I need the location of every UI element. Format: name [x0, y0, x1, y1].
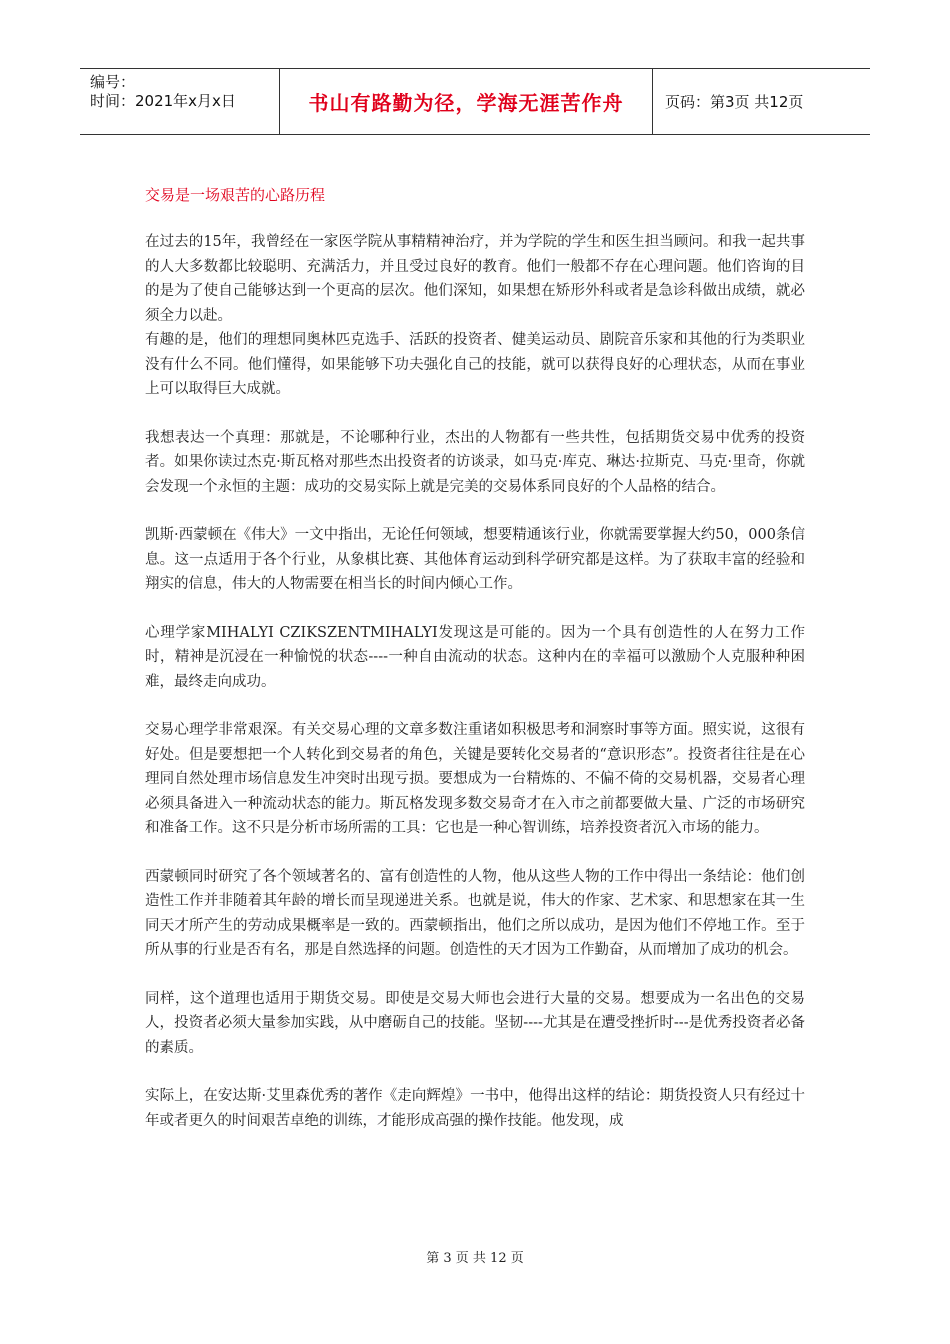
document-number-label: 编号： [90, 73, 136, 91]
paragraph: 心理学家MIHALYI CZIKSZENTMIHALYI发现这是可能的。因为一个具有创造性的人在努力工作时，精神是沉浸在一种愉悦的状态----一种自由流动的状态。这种内在的幸福可以激励个人克服种种困难，最终走向成功。 [145, 624, 805, 690]
paragraph: 交易心理学非常艰深。有关交易心理的文章多数注重诸如积极思考和洞察时事等方面。照实说，这很有好处。但是要想把一个人转化到交易者的角色，关键是要转化交易者的“意识形态”。投资者往往是在心理同自然处理市场信息发生冲突时出现亏损。要想成为一台精炼的、不偏不倚的交易机器，交易者心理必须具备进入一种流动状态的能力。斯瓦格发现多数交易奇才在入市之前都要做大量、广泛的市场研究和准备工作。这不只是分析市场所需的工具：它也是一种心智训练，培养投资者沉入市场的能力。 [145, 722, 805, 836]
header-motto: 书山有路勤为径，学海无涯苦作舟 [280, 69, 653, 134]
header-meta [80, 69, 280, 134]
paragraph: 实际上，在安达斯·艾里森优秀的著作《走向辉煌》一书中，他得出这样的结论：期货投资人只有经过十年或者更久的时间艰苦卓绝的训练，才能形成高强的操作技能。他发现，成 [145, 1088, 805, 1129]
paragraph: 西蒙顿同时研究了各个领域著名的、富有创造性的人物，他从这些人物的工作中得出一条结论：他们创造性工作并非随着其年龄的增长而呈现递进关系。也就是说，伟大的作家、艺术家、和思想家在其一生同天才所产生的劳动成果概率是一致的。西蒙顿指出，他们之所以成功，是因为他们不停地工作。至于所从事的行业是否有名，那是自然选择的问题。创造性的天才因为工作勤奋，从而增加了成功的机会。 [145, 868, 805, 958]
page-header [80, 68, 870, 135]
document-time-label: 时间：2021年x月x日 [90, 92, 236, 110]
article-title: 交易是一场艰苦的心路历程 [145, 186, 326, 204]
paragraph: 同样，这个道理也适用于期货交易。即使是交易大师也会进行大量的交易。想要成为一名出色的交易人，投资者必须大量参加实践，从中磨砺自己的技能。坚韧----尤其是在遭受挫折时---是优秀投资者必备的素质。 [145, 990, 805, 1056]
page-footer: 第 3 页 共 12 页 [426, 1251, 524, 1266]
article-body [145, 183, 805, 1157]
header-page-info: 页码：第3页 共12页 [665, 93, 804, 111]
paragraph: 我想表达一个真理：那就是，不论哪种行业，杰出的人物都有一些共性，包括期货交易中优秀的投资者。如果你读过杰克·斯瓦格对那些杰出投资者的访谈录，如马克·库克、琳达·拉斯克、马克·里奇，你就会发现一个永恒的主题：成功的交易实际上就是完美的交易体系同良好的个人品格的结合。 [145, 429, 805, 495]
paragraph: 在过去的15年，我曾经在一家医学院从事精精神治疗，并为学院的学生和医生担当顾问。和我一起共事的人大多数都比较聪明、充满活力，并且受过良好的教育。他们一般都不存在心理问题。他们咨询的目的是为了使自己能够达到一个更高的层次。他们深知，如果想在矫形外科或者是急诊科做出成绩，就必须全力以赴。 [145, 234, 805, 324]
paragraph: 有趣的是，他们的理想同奥林匹克选手、活跃的投资者、健美运动员、剧院音乐家和其他的行为类职业没有什么不同。他们懂得，如果能够下功夫强化自己的技能，就可以获得良好的心理状态，从而在事业上可以取得巨大成就。 [145, 332, 805, 397]
paragraph: 凯斯·西蒙顿在《伟大》一文中指出，无论任何领域，想要精通该行业，你就需要掌握大约50，000条信息。这一点适用于各个行业，从象棋比赛、其他体育运动到科学研究都是这样。为了获取丰富的经验和翔实的信息，伟大的人物需要在相当长的时间内倾心工作。 [145, 527, 805, 592]
